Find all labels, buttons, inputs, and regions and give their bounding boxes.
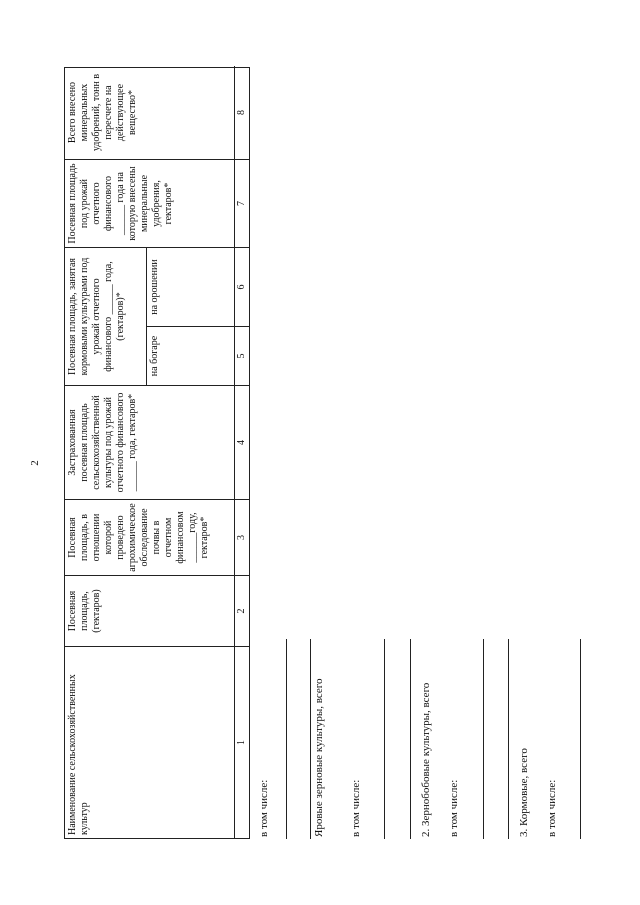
row-divider bbox=[286, 639, 287, 839]
row-divider bbox=[483, 639, 484, 839]
header-sown-area: Посевная площадь, (гектаров) bbox=[65, 575, 235, 646]
row-divider bbox=[310, 639, 311, 839]
row-label: в том числе: bbox=[258, 779, 270, 837]
col-number-6: 6 bbox=[235, 247, 249, 326]
row-label: Яровые зерновые культуры, всего bbox=[313, 678, 325, 837]
row-label: в том числе: bbox=[448, 779, 460, 837]
col-number-5: 5 bbox=[235, 326, 249, 385]
header-fertilizer-total: Всего внесено минеральных удобрений, тонн в пересчете на действующее вещество* bbox=[65, 66, 235, 159]
header-crop-name: Наименование сельскохозяйственных культур bbox=[65, 646, 235, 838]
col-number-2: 2 bbox=[235, 575, 249, 646]
row-label: 3. Кормовые, всего bbox=[518, 748, 530, 837]
row-label: 2. Зернобобовые культуры, всего bbox=[420, 682, 432, 837]
header-forage-area: Посевная площадь, занятая кормовыми культурами под урожай отчетного финансового ______ года, (гектаров)* bbox=[65, 247, 147, 385]
col-number-4: 4 bbox=[235, 385, 249, 499]
col-number-7: 7 bbox=[235, 159, 249, 247]
page-number: 2 bbox=[28, 460, 41, 466]
row-divider bbox=[508, 639, 509, 839]
col-number-8: 8 bbox=[236, 110, 247, 115]
row-divider bbox=[384, 639, 385, 839]
row-divider bbox=[410, 639, 411, 839]
header-agrochemical-area: Посевная площадь, в отношении которой проведено агрохимическое обследование почвы в отчетном финансовом ______году, гектаров* bbox=[65, 499, 235, 575]
col-number-1: 1 bbox=[235, 646, 249, 838]
header-irrigated: на орошении bbox=[147, 247, 235, 326]
row-label: в том числе: bbox=[350, 779, 362, 837]
header-dryland: на богаре bbox=[147, 326, 235, 385]
col-number-3: 3 bbox=[235, 499, 249, 575]
header-insured-area: Застрахованная посевная площадь сельскохозяйственной культуры под урожай отчетного финансового ______ года, гектаров* bbox=[65, 385, 235, 499]
header-table bbox=[64, 67, 250, 839]
row-label: в том числе: bbox=[546, 779, 558, 837]
header-fertilized-area: Посевная площадь под урожай отчетного финансового ______ года на которую внесены минеральные удобрения, гектаров* bbox=[65, 159, 235, 247]
row-divider bbox=[580, 639, 581, 839]
